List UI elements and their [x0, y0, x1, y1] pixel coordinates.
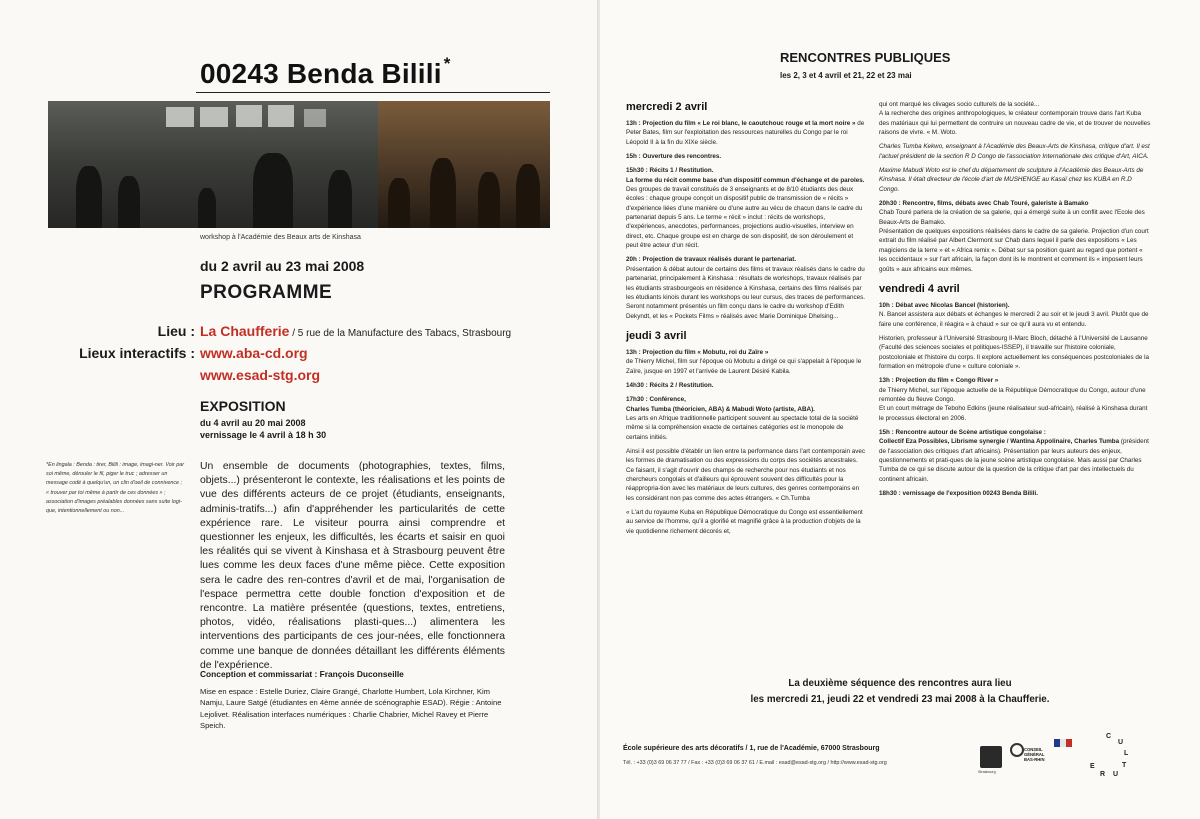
second-sequence-notice: La deuxième séquence des rencontres aura lieu les mercredi 21, jeudi 22 et vendredi 23 mai 2008 à la Chaufferie.	[750, 678, 1050, 705]
title-rule	[196, 92, 550, 93]
day-heading-wednesday: mercredi 2 avril	[626, 101, 708, 113]
person-silhouette	[388, 178, 410, 228]
strasbourg-logo-icon	[980, 746, 1002, 768]
strasbourg-logo-caption: Strasbourg	[978, 770, 996, 774]
exhibition-heading: EXPOSITION	[200, 398, 286, 414]
exhibition-description: Un ensemble de documents (photographies, textes, films, objets...) présenteront le contexte, les réalisations et les points de vue des différents acteurs de ce projet (étudiants, enseignants, adminis-tratifs...) afin d'appréhender les particularités de cette expérience rare. Le visiteur pourra ainsi comprendre et questionner les enjeux, les difficultés, les écarts et saisir en quoi les réalités qui se vivent à Kinshasa et à Strasbourg peuvent être lues comme les deux faces d'une même pièce. Cette exposition sera le cadre des ren-contres d'avril et de mai, l'organisation de l'espace permettra cette double fonction d'exposition et de rencontre. La matière présentée (questions, textes, entretiens, photos, vidéo, réalisations plasti-ques...) alimentera les interventions des participants de ces jour-nées, elle fonctionnera comme une banque de données détaillant les différents éléments de l'expérience.	[200, 461, 505, 671]
interactive-venues-label: Lieux interactifs :	[79, 345, 195, 361]
programme-heading: PROGRAMME	[200, 282, 333, 303]
event-dates: du 2 avril au 23 mai 2008	[200, 258, 365, 274]
person-silhouette	[516, 164, 540, 228]
event-block: 15h : Ouverture des rencontres.	[626, 153, 722, 161]
event-block: 13h : Projection du film « Mobutu, roi du Zaïre » de Thierry Michel, film sur l'époque où Mobutu a dirigé ce qui s'appelait à l'époque le Zaïre, jusque en 1997 et l'arrivée de Laurent Désiré Kabila.	[626, 348, 862, 375]
person-silhouette	[198, 188, 216, 228]
person-silhouette	[430, 158, 456, 228]
culture-logo-icon: C U L T U R E	[1090, 733, 1129, 778]
window-pane	[236, 105, 262, 127]
conseil-general-sublabel: BAS-RHIN	[1024, 757, 1045, 762]
photo-caption: workshop à l'Académie des Beaux arts de Kinshasa	[200, 234, 361, 241]
venue-row	[0, 323, 598, 341]
window-pane	[268, 105, 294, 127]
event-block: 14h30 : Récits 2 / Restitution.	[626, 381, 714, 389]
left-page	[0, 0, 598, 819]
photo-panel-room	[378, 101, 550, 228]
interactive-venues-row	[0, 345, 598, 363]
event-block: 10h : Débat avec Nicolas Bancel (historien). N. Bancel assistera aux débats et échanges le mercredi 2 au soir et le jeudi 3 avril. Plutôt que de faire une conférence, il réagira « à chaud » sur ce qu'il aura vu et entendu.	[879, 301, 1149, 328]
exhibition-dates: du 4 avril au 20 mai 2008	[200, 418, 306, 428]
exhibition-vernissage: vernissage le 4 avril à 18 h 30	[200, 430, 327, 440]
paragraph: « L'art du royaume Kuba en République Démocratique du Congo est essentiellement au service de l'homme, qu'il a glorifié et magnifié grâce à la production d'objets de la vie quotidienne richement décorés et,	[626, 509, 863, 535]
conseil-general-logo-icon	[1010, 743, 1044, 773]
title-footnote-mark: *	[443, 54, 451, 73]
window-pane	[200, 107, 228, 127]
person-silhouette	[478, 172, 500, 228]
school-address: École supérieure des arts décoratifs / 1, rue de l'Académie, 67000 Strasbourg	[623, 745, 880, 752]
window-pane	[304, 109, 326, 127]
schedule-column-left	[626, 100, 866, 541]
day-heading-friday: vendredi 4 avril	[879, 282, 960, 295]
event-block: 20h : Projection de travaux réalisés durant le partenariat. Présentation & débat autour de certains des films et travaux réalisés dans le cadre du partenariat, principalement à Kinshasa : résultats de workshops, travaux réalisés par les étudiants strasbourgeois en résidence à Kinshasa, certains des films réalisés par les étudiants kinois durant les workshops ou leur cursus, des traces de performances. Seront notamment présentés un film conçu dans le cadre du workshop d'Edith Dekyndt, et les « Pockets Films » réalisés avec Marie Dominique Dhelsing...	[626, 256, 866, 320]
credits-text: Mise en espace : Estelle Duriez, Claire Grangé, Charlotte Humbert, Lola Kirchner, Kim Namju, Laure Satgé (étudiantes en 4ème année de scénographie ESAD). Régie : Antoine Lejolivet. Réalisation interfaces numériques : Charlie Chabrier, Michel Ravey et Pierre Speich.	[200, 687, 502, 730]
photo-panel-classroom	[48, 101, 378, 228]
bio-woto: Maxime Mabudi Woto est le chef du département de sculpture à l'Académie des Beaux-Arts de Kinshasa. Il était directeur de l'école d'art de MUSHENGE au Kasaï chez les KUBA en R.D Congo.	[879, 167, 1144, 193]
day-heading-thursday: jeudi 3 avril	[626, 329, 687, 342]
event-block: 18h30 : vernissage de l'exposition 00243 Benda Bilili.	[879, 490, 1038, 498]
person-silhouette	[118, 176, 140, 228]
event-block: 13h : Projection du film « Le roi blanc, le caoutchouc rouge et la mort noire » de Peter Bates, film sur l'exploitation des ressources naturelles du Congo par le roi Léopold II à la fin du XIXe siècle.	[626, 120, 865, 146]
conception-heading: Conception et commissariat : François Duconseille	[200, 669, 404, 679]
paragraph: A la recherche des origines anthropologiques, le créateur contemporain trouve dans l'art Kuba des matériaux qui lui permettent de contruire un nouveau cadre de vie, et de trouver de nouvelles raisons de vivre. « M. Woto.	[879, 110, 1151, 137]
republique-logo-icon	[1054, 739, 1074, 753]
interactive-venues-row-2	[0, 367, 598, 385]
workshop-photo	[48, 101, 550, 228]
window-pane	[166, 107, 194, 127]
meetings-dates: les 2, 3 et 4 avril et 21, 22 et 23 mai	[780, 71, 912, 80]
link-aba-cd[interactable]: www.aba-cd.org	[200, 345, 308, 361]
event-block: 15h : Rencontre autour de Scène artistique congolaise : Collectif Eza Possibles, Librisme synergie / Wantina Appolinaire, Charles Tumba (président de l'association des critiques d'art africains). Présentation par leurs auteurs des enjeux, questionnements et prati-ques de la jeune scène artistique congolaise. Mais aussi par Charles Tumba de ce qui se discute autour de la question de la critique d'art par des intellectuels du continent africain.	[879, 428, 1149, 483]
event-block: 13h : Projection du film « Congo River » de Thierry Michel, sur l'époque actuelle de la République Démocratique du Congo, autour d'une remontée du fleuve Congo. Et un court métrage de Teboho Edkins (jeune réalisateur sud-africain), réalisé à Kinshasa durant le processus électoral en 2006.	[879, 377, 1148, 422]
paragraph: Historien, professeur à l'Université Strasbourg II-Marc Bloch, détaché à l'Université de Lausanne (Faculté des sciences sociales et politiques-ISSEP), il travaille sur l'histoire coloniale, postcoloniale et l'histoire du corps. Il explore actuellement les conséquences postcoloniales de la formation en métropole d'une « culture coloniale ».	[879, 334, 1150, 370]
event-block: 15h30 : Récits 1 / Restitution. La forme du récit comme base d'un dispositif commun d'échange et de paroles. Des groupes de travail constitués de 3 enseignants et de 8/10 étudiants des deux écoles : chaque groupe conçoit un dispositif public de transmission de « récits » d'expérience liées d'une manière ou d'une autre au vécu de chacun dans le cadre du partenariat depuis 5 ans. Le terme « récit » inclut : récits de workshops, d'expériences, anecdotes, performances, projections audio-visuelles, interview en direct, etc. Chaque groupe est en charge de son dispositif, de son déroulement et peut être acteur d'un récit.	[626, 167, 865, 250]
link-esad-stg[interactable]: www.esad-stg.org	[200, 367, 321, 383]
school-contact: Tél. : +33 (0)3 69 06 37 77 / Fax : +33 (0)3 69 06 37 61 / E.mail : esad@esad-stg.org / http://www.esad-stg.org	[623, 760, 887, 766]
conseil-general-label: CONSEIL GÉNÉRAL	[1024, 747, 1045, 757]
person-silhouette	[328, 170, 352, 228]
schedule-column-right	[879, 100, 1151, 503]
lingala-footnote: *En lingala : Benda : tirer, Bilili : image, imagi-ner. Voir par soi même, dérouler le fil, piger le truc ; adresser un message codé à quelqu'un, un clin d'oeil de connivence ; « trouver par toi même à partir de ces données » ; association d'images préalables données sans suite logi-que, intentionnellement ou non...	[46, 462, 185, 515]
event-block: 20h30 : Rencontre, films, débats avec Chab Touré, galeriste à Bamako Chab Touré parlera de la création de sa galerie, qui a émergé suite à un conflit avec l'Ecole des Beaux-Arts de Bamako. Présentation de quelques expositions réalisées dans le cadre de sa galerie. Projection d'un court extrait du film réalisé par Albert Clermont sur Chab dans lequel il parle des expositions « Les magiciens de la terre » et « Africa remix ». Débat sur sa position quant au regard que portent « les occidentaux » sur l'art africain, la façon dont ils le montrent et comment ils « imposent leurs goûts » aux africains eux mêmes.	[879, 200, 1149, 273]
person-silhouette	[76, 166, 102, 228]
bio-tumba: Charles Tumba Kekwo, enseignant à l'Académie des Beaux-Arts de Kinshasa, critique d'art. Il est l'actuel président de la section R D Congo de l'association Internationale des critique d'Art, AICA.	[879, 143, 1150, 160]
sponsor-logos	[980, 733, 1160, 793]
venue-address: / 5 rue de la Manufacture des Tabacs, Strasbourg	[289, 328, 512, 339]
venue-label: Lieu :	[157, 323, 195, 339]
page-title: 00243 Benda Bilili *	[200, 54, 451, 89]
paragraph: qui ont marqué les clivages socio culturels de la société...	[879, 101, 1040, 108]
event-block: 17h30 : Conférence, Charles Tumba (théoricien, ABA) & Mabudi Woto (artiste, ABA). Les arts en Afrique traditionnelle participent souvent au spectacle total de la société même si la compréhension exacte de certaines catégories est le monopole de certains initiés.	[626, 396, 859, 441]
venue-name: La Chaufferie	[200, 323, 290, 339]
meetings-heading: RENCONTRES PUBLIQUES	[780, 50, 951, 65]
person-silhouette	[253, 153, 293, 228]
paragraph: Ainsi il est possible d'établir un lien entre la performance dans l'art contemporain avec les formes de dramatisation ou des expressions du corps des sociétés ancestrales. Ce faisant, il s'agit d'ouvrir des champs de recherche pour nos étudiants et nos chercheurs congolais et d'ailleurs qui éprouvent souvent des difficultés pour la réappropria-tion avec les matériaux de leurs cultures, des genres contemporains en les considérant non pas comme des actes étrangers. « Ch.Tumba	[626, 447, 866, 502]
